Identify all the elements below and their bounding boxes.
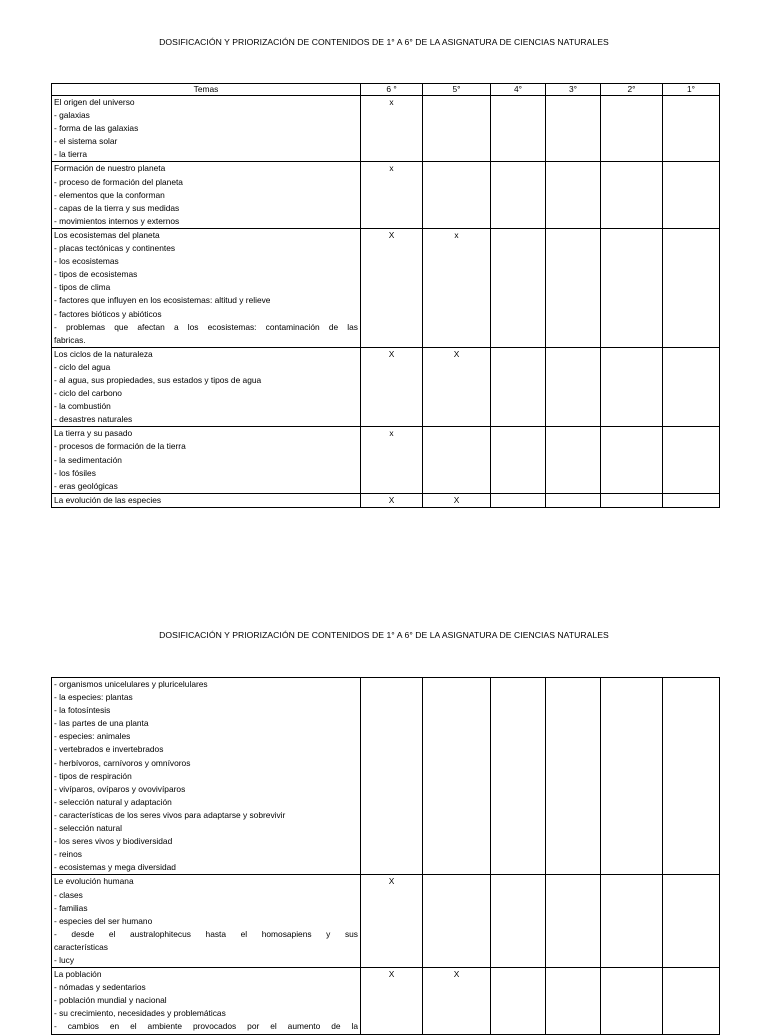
- grade-mark-cell: X: [361, 968, 423, 1034]
- grade-mark-cell: [663, 493, 720, 507]
- table-row: [52, 968, 720, 1034]
- subtopic-item: - nómadas y sedentarios: [54, 982, 146, 993]
- subtopic-item: - galaxias: [54, 110, 90, 121]
- subtopic-item: - los seres vivos y biodiversidad: [54, 836, 173, 847]
- table-row: [52, 96, 720, 162]
- header-grade-2: 2°: [601, 84, 663, 96]
- page-title: DOSIFICACIÓN Y PRIORIZACIÓN DE CONTENIDOS DE 1° A 6° DE LA ASIGNATURA DE CIENCIAS NATURALES: [159, 37, 609, 47]
- topic-cell: [52, 427, 361, 493]
- header-grade-6: 6 °: [361, 84, 423, 96]
- subtopic-item: - el sistema solar: [54, 136, 118, 147]
- subtopic-item: - movimientos internos y externos: [54, 215, 180, 226]
- topic-cell: [52, 228, 361, 347]
- grade-mark-cell: [601, 347, 663, 427]
- grade-mark-cell: [663, 678, 720, 875]
- subtopic-item: características: [54, 941, 108, 952]
- grade-mark-cell: X: [423, 968, 491, 1034]
- header-grade-1: 1°: [663, 84, 720, 96]
- grade-mark-cell: X: [423, 347, 491, 427]
- grade-mark-cell: [601, 162, 663, 228]
- grade-mark-cell: [361, 678, 423, 875]
- topic-cell: [52, 162, 361, 228]
- grade-mark-cell: [601, 968, 663, 1034]
- topic-title: La evolución de las especies: [54, 494, 162, 505]
- page-title-2: DOSIFICACIÓN Y PRIORIZACIÓN DE CONTENIDOS DE 1° A 6° DE LA ASIGNATURA DE CIENCIAS NATURALES: [159, 630, 609, 640]
- grade-mark-cell: [663, 162, 720, 228]
- subtopic-item: - forma de las galaxias: [54, 123, 139, 134]
- topic-title: Formación de nuestro planeta: [54, 163, 166, 174]
- grade-mark-cell: [423, 96, 491, 162]
- subtopic-item: - familias: [54, 902, 88, 913]
- table-body-page-1: [52, 96, 720, 508]
- subtopic-item: - población mundial y nacional: [54, 995, 167, 1006]
- grade-mark-cell: [491, 968, 546, 1034]
- subtopic-item: - reinos: [54, 849, 82, 860]
- table-row: [52, 347, 720, 427]
- content-table-page-1: [51, 83, 720, 508]
- grade-mark-cell: x: [361, 162, 423, 228]
- topic-title: La población: [54, 969, 102, 980]
- subtopic-item: - placas tectónicas y continentes: [54, 243, 176, 254]
- table-row: [52, 427, 720, 493]
- grade-mark-cell: [491, 678, 546, 875]
- topic-title: Le evolución humana: [54, 876, 134, 887]
- topic-cell: [52, 678, 361, 875]
- table-row: [52, 162, 720, 228]
- subtopic-item: - al agua, sus propiedades, sus estados y tipos de agua: [54, 374, 262, 385]
- subtopic-item: - problemas que afectan a los ecosistemas: contaminación de las: [54, 321, 358, 332]
- header-grade-4: 4°: [491, 84, 546, 96]
- subtopic-item: - tipos de clima: [54, 282, 111, 293]
- grade-mark-cell: [546, 875, 601, 968]
- subtopic-item: - lucy: [54, 954, 75, 965]
- grade-mark-cell: [423, 875, 491, 968]
- subtopic-item: - procesos de formación de la tierra: [54, 441, 186, 452]
- subtopic-item: - factores que influyen en los ecosistemas: altitud y relieve: [54, 295, 271, 306]
- topic-cell: [52, 347, 361, 427]
- subtopic-item: - factores bióticos y abióticos: [54, 308, 162, 319]
- grade-mark-cell: [546, 493, 601, 507]
- content-table-page-2: [51, 677, 720, 1035]
- header-grade-5: 5°: [423, 84, 491, 96]
- subtopic-item: fabricas.: [54, 334, 86, 345]
- topic-title: Los ciclos de la naturaleza: [54, 348, 153, 359]
- subtopic-item: - su crecimiento, necesidades y problemáticas: [54, 1008, 226, 1019]
- topic-cell: [52, 875, 361, 968]
- grade-mark-cell: [491, 228, 546, 347]
- subtopic-item: - desde el australophitecus hasta el homosapiens y sus: [54, 928, 358, 939]
- grade-mark-cell: X: [423, 493, 491, 507]
- table-row: [52, 678, 720, 875]
- grade-mark-cell: [423, 162, 491, 228]
- subtopic-item: - vertebrados e invertebrados: [54, 744, 164, 755]
- topic-cell: [52, 968, 361, 1034]
- grade-mark-cell: [423, 427, 491, 493]
- subtopic-item: - la especies: plantas: [54, 692, 133, 703]
- header-grade-3: 3°: [546, 84, 601, 96]
- subtopic-item: - los ecosistemas: [54, 256, 119, 267]
- grade-mark-cell: [491, 162, 546, 228]
- grade-mark-cell: X: [361, 875, 423, 968]
- grade-mark-cell: [601, 427, 663, 493]
- grade-mark-cell: [601, 96, 663, 162]
- subtopic-item: - los fósiles: [54, 467, 96, 478]
- grade-mark-cell: [491, 493, 546, 507]
- table-row: [52, 875, 720, 968]
- grade-mark-cell: [663, 347, 720, 427]
- grade-mark-cell: [546, 678, 601, 875]
- subtopic-item: - clases: [54, 889, 83, 900]
- grade-mark-cell: [663, 427, 720, 493]
- subtopic-item: - eras geológicas: [54, 480, 118, 491]
- topic-title: La tierra y su pasado: [54, 428, 133, 439]
- subtopic-item: - especies: animales: [54, 731, 131, 742]
- subtopic-item: - ciclo del carbono: [54, 388, 122, 399]
- subtopic-item: - selección natural y adaptación: [54, 796, 172, 807]
- subtopic-item: - las partes de una planta: [54, 718, 149, 729]
- topic-title: El origen del universo: [54, 97, 135, 107]
- grade-mark-cell: [546, 162, 601, 228]
- grade-mark-cell: X: [361, 347, 423, 427]
- grade-mark-cell: [601, 493, 663, 507]
- subtopic-item: - herbívoros, carnívoros y omnívoros: [54, 757, 191, 768]
- grade-mark-cell: X: [361, 228, 423, 347]
- grade-mark-cell: x: [423, 228, 491, 347]
- subtopic-item: - proceso de formación del planeta: [54, 176, 183, 187]
- grade-mark-cell: [663, 96, 720, 162]
- subtopic-item: - vivíparos, ovíparos y ovovivíparos: [54, 783, 186, 794]
- subtopic-item: - la fotosíntesis: [54, 705, 111, 716]
- grade-mark-cell: x: [361, 96, 423, 162]
- header-temas: Temas: [52, 84, 361, 96]
- subtopic-item: - desastres naturales: [54, 414, 133, 425]
- subtopic-item: - ecosistemas y mega diversidad: [54, 862, 176, 873]
- table-header-row: [52, 84, 720, 96]
- grade-mark-cell: X: [361, 493, 423, 507]
- table-row: [52, 493, 720, 507]
- subtopic-item: - cambios en el ambiente provocados por el aumento de la: [54, 1021, 358, 1032]
- subtopic-item: - la sedimentación: [54, 454, 122, 465]
- subtopic-item: - características de los seres vivos para adaptarse y sobrevivir: [54, 809, 286, 820]
- grade-mark-cell: [601, 678, 663, 875]
- grade-mark-cell: [663, 968, 720, 1034]
- subtopic-item: - tipos de respiración: [54, 770, 132, 781]
- topic-title: Los ecosistemas del planeta: [54, 229, 160, 240]
- topic-cell: [52, 96, 361, 162]
- table-row: [52, 228, 720, 347]
- grade-mark-cell: [546, 347, 601, 427]
- table-body-page-2: [52, 678, 720, 1035]
- subtopic-item: - organismos unicelulares y pluricelulares: [54, 679, 208, 689]
- subtopic-item: - la combustión: [54, 401, 111, 412]
- subtopic-item: - selección natural: [54, 823, 122, 834]
- subtopic-item: - capas de la tierra y sus medidas: [54, 202, 180, 213]
- grade-mark-cell: [663, 875, 720, 968]
- subtopic-item: - tipos de ecosistemas: [54, 269, 138, 280]
- grade-mark-cell: [601, 875, 663, 968]
- topic-cell: [52, 493, 361, 507]
- grade-mark-cell: [491, 347, 546, 427]
- subtopic-item: - ciclo del agua: [54, 361, 111, 372]
- grade-mark-cell: [491, 875, 546, 968]
- subtopic-item: - elementos que la conforman: [54, 189, 165, 200]
- subtopic-item: - especies del ser humano: [54, 915, 153, 926]
- grade-mark-cell: [546, 228, 601, 347]
- grade-mark-cell: x: [361, 427, 423, 493]
- grade-mark-cell: [663, 228, 720, 347]
- grade-mark-cell: [491, 96, 546, 162]
- grade-mark-cell: [546, 96, 601, 162]
- grade-mark-cell: [423, 678, 491, 875]
- grade-mark-cell: [546, 427, 601, 493]
- grade-mark-cell: [546, 968, 601, 1034]
- grade-mark-cell: [601, 228, 663, 347]
- subtopic-item: - la tierra: [54, 149, 88, 160]
- grade-mark-cell: [491, 427, 546, 493]
